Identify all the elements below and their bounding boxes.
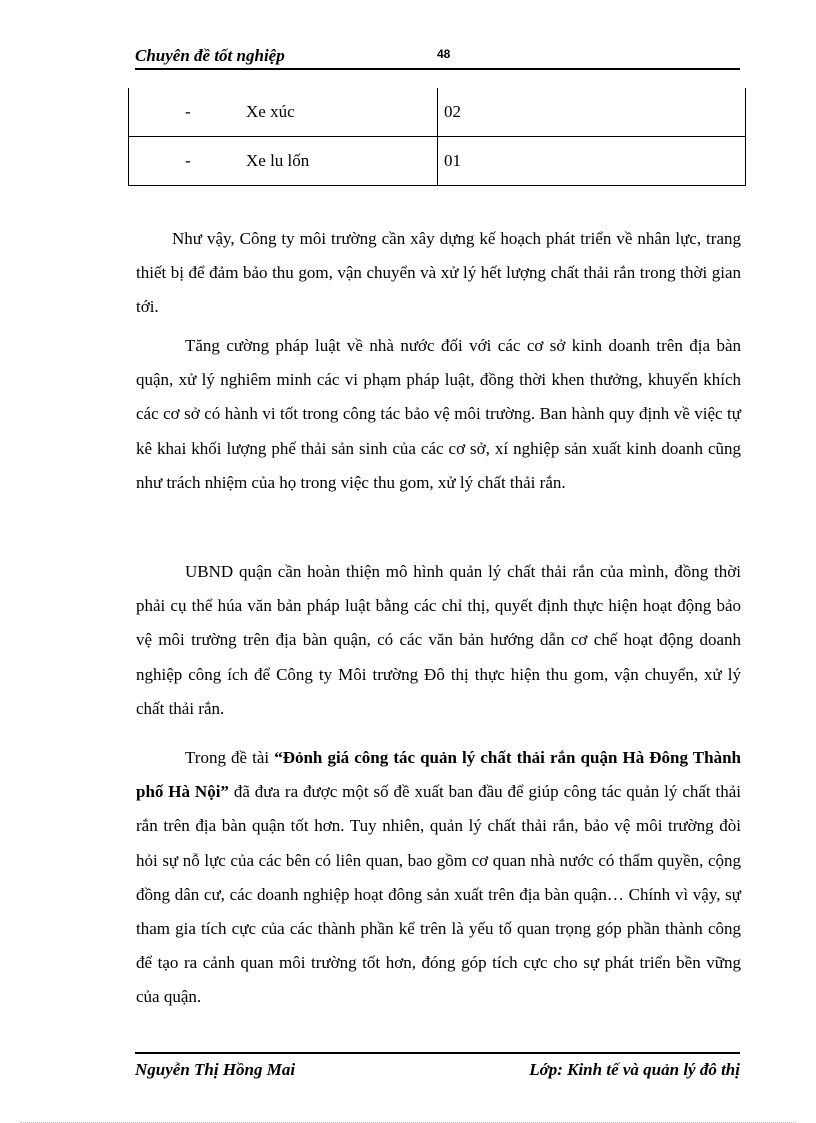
- thesis-title: “Đỏnh giá công tác quản lý chất thải rắn quận Hà Đông Thành phố Hà Nội”: [136, 748, 741, 802]
- row-item-name: Xe lu lốn: [246, 151, 310, 170]
- paragraph-4-rest: đã đưa ra được một số đề xuất ban đầu để giúp công tác quản lý chất thải rắn trên địa bàn quận tốt hơn. Tuy nhiên, quản lý chất thải rắn, bảo vệ môi trường đòi hỏi sự nỗ lực của các bên có liên quan, bao gồm cơ quan nhà nước có thẩm quyền, cộng đồng dân cư, các doanh nghiệp hoạt đông sản xuất trên địa bàn quận… Chính vì vậy, sự tham gia tích cực của các thành phần kể trên là yếu tố quan trọng góp phần thành công để tạo ra cảnh quan môi trường tốt hơn, đóng góp tích cực cho sự phát triển bền vững của quận.: [136, 782, 741, 1007]
- paragraph-4: [136, 741, 741, 1015]
- row-item-name: Xe xúc: [246, 102, 295, 121]
- paragraph-1: Như vậy, Công ty môi trường cần xây dựng kế hoạch phát triển về nhân lực, trang thiết bị để đảm bảo thu gom, vận chuyển và xử lý hết lượng chất thải rắn trong thời gian tới.: [136, 229, 741, 317]
- footer-class: Lớp: Kinh tế và quản lý đô thị: [529, 1060, 740, 1079]
- table-cell-item: [129, 88, 438, 137]
- row-dash: -: [185, 102, 191, 121]
- paragraph-2: Tăng cường pháp luật về nhà nước đối với các cơ sở kinh doanh trên địa bàn quận, xử lý nghiêm minh các vi phạm pháp luật, đồng thời khen thưởng, khuyến khích các cơ sở có hành vi tốt trong công tác bảo vệ môi trường. Ban hành quy định về việc tự kê khai khối lượng phế thải sản sinh của các cơ sở, xí nghiệp sản xuất kinh doanh cũng như trách nhiệm của họ trong việc thu gom, xử lý chất thải rắn.: [136, 336, 741, 492]
- page-header: [135, 44, 740, 70]
- row-dash: -: [185, 151, 191, 170]
- page-number: 48: [437, 47, 451, 61]
- row-quantity: 02: [438, 88, 746, 137]
- page-footer: [135, 1052, 740, 1084]
- table-row: [129, 88, 746, 137]
- equipment-table: [128, 88, 746, 186]
- footer-author: Nguyễn Thị Hồng Mai: [135, 1060, 296, 1079]
- table-cell-item: [129, 137, 438, 186]
- table-row: [129, 137, 746, 186]
- paragraph-4-lead: Trong đề tài: [185, 748, 275, 767]
- paragraph-3: UBND quận cần hoàn thiện mô hình quản lý chất thải rắn của mình, đồng thời phải cụ thể húa văn bản pháp luật bằng các chỉ thị, quyết định thực hiện hoạt động bảo vệ môi trường trên địa bàn quận, có các văn bản hướng dẫn cơ chế hoạt động doanh nghiệp công ích để Công ty Môi trường Đô thị thực hiện thu gom, vận chuyển, xử lý chất thải rắn.: [136, 562, 741, 718]
- row-quantity: 01: [438, 137, 746, 186]
- header-title: Chuyên đề tốt nghiệp: [135, 46, 285, 65]
